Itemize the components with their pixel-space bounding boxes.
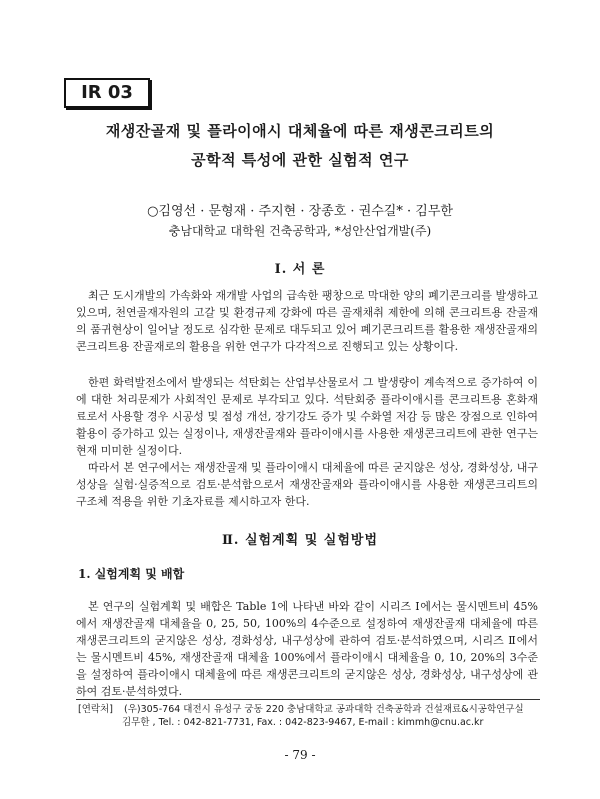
contact-footnote (78, 703, 548, 729)
affiliation: 충남대학교 대학원 건축공학과, *성안산업개발(주) (168, 224, 432, 238)
section-heading-introduction: Ⅰ. 서 론 (274, 262, 326, 277)
methods-paragraph: 본 연구의 실험계획 및 배합은 Table 1에 나타낸 바와 같이 시리즈 Ⅰ에서는 물시멘트비 45%에서 재생잔골재 대체율을 0, 25, 50, 100%의 4수준으로 설정하여 재생잔골재 대체율에 따른 재생콘크리트의 굳지않은 성상, 경화성상, 내구성상에 관하여 검토·분석하였으며, 시리즈 Ⅱ에서는 물시멘트비 45%, 재생잔골재 대체율 100%에서 플라이애시 대체율을 0, 10, 20%의 3수준을 설정하여 플라이애시 대체율에 따른 재생콘크리트의 굳지않은 성상, 경화성상, 내구성상에 관하여 검토·분석하였다. (76, 600, 538, 698)
contact-address: (우)305-764 대전시 유성구 궁동 220 충남대학교 공과대학 건축공학과 건설재료&시공학연구실 (124, 704, 524, 715)
intro-paragraph: 한편 화력발전소에서 발생되는 석탄회는 산업부산물로서 그 발생량이 계속적으로 증가하여 이에 대한 처리문제가 사회적인 문제로 부각되고 있다. 석탄회중 플라이애시를 콘크리트용 혼화재료로서 사용할 경우 시공성 및 점성 개선, 장기강도 증가 및 수화열 저감 등 많은 장점으로 인하여 활용이 증가하고 있는 실정이나, 재생잔골재와 플라이애시를 사용한 재생콘크리트에 관한 연구는 현재 미미한 실정이다. (76, 376, 538, 457)
page-number: - 79 - (284, 748, 316, 762)
footnote-divider (76, 699, 540, 700)
section-heading-methods: Ⅱ. 실험계획 및 실험방법 (221, 533, 379, 548)
footnote-label: [연락처] (78, 704, 113, 715)
intro-paragraph: 따라서 본 연구에서는 재생잔골재 및 플라이애시 대체율에 따른 굳지않은 성상, 경화성상, 내구성상을 실험·실증적으로 검토·분석함으로서 재생잔골재와 플라이애시를 사용한 재생콘크리트의 구조체 적용을 위한 기초자료를 제시하고자 한다. (76, 461, 538, 508)
session-badge: IR 03 (64, 78, 150, 108)
author-list: ○김영선 · 문형재 · 주지현 · 장종호 · 권수길* · 김무한 (147, 204, 453, 219)
intro-paragraph: 최근 도시개발의 가속화와 재개발 사업의 급속한 팽창으로 막대한 양의 폐기콘크리를 발생하고 있으며, 천연골재자원의 고갈 및 환경규제 강화에 따른 골재채취 제한에 의해 콘크리트용 잔골재의 품귀현상이 일어날 정도로 심각한 문제로 대두되고 있어 폐기콘크리트를 활용한 재생잔골재의 콘크리트용 잔골재로의 활용을 위한 연구가 다각적으로 진행되고 있는 상황이다. (76, 289, 538, 353)
subsection-heading: 1. 실험계획 및 배합 (78, 567, 185, 581)
paper-title-line1: 재생잔골재 및 플라이애시 대체율에 따른 재생콘크리트의 (105, 122, 495, 140)
paper-title-line2: 공학적 특성에 관한 실험적 연구 (191, 151, 409, 169)
contact-details: 김무한 , Tel. : 042-821-7731, Fax. : 042-823-9467, E-mail : kimmh@cnu.ac.kr (122, 717, 484, 728)
